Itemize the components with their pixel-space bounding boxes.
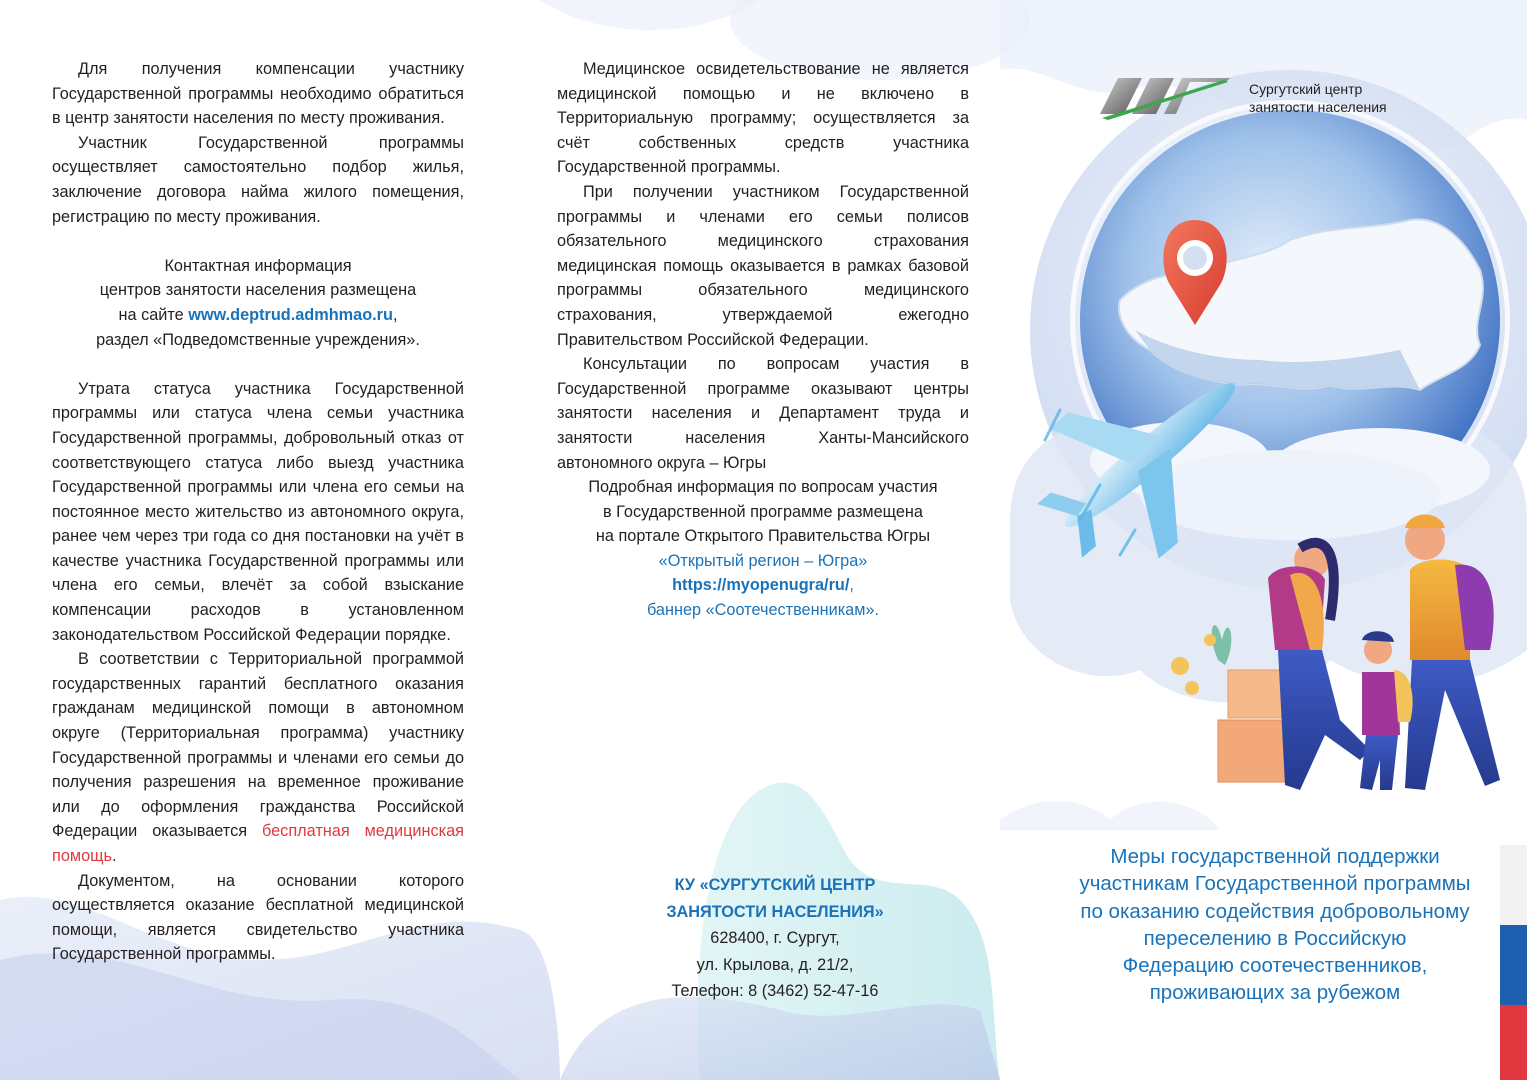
portal-url-link[interactable]: https://myopenugra/ru/ [672,576,850,595]
paragraph-medical-exam: Медицинское освидетельствование не является медицинской помощью и не включено в Территориальную программу; осуществляется за счёт собственных средств участника Государственной программы. [557,60,969,177]
phone-number: Телефон: 8 (3462) 52-47-16 [671,982,879,1001]
territorial-program-text: В соответствии с Территориальной программой государственных гарантий бесплатного оказания гражданам медицинской помощи в автономном округе (Территориальная программа) участнику Государственной программы и членами его семьи до получения разрешения на временное проживание или до оформления гражданства Российской Федерации оказывается [52,650,464,841]
postal-address: 628400, г. Сургут, [710,929,840,948]
portal-url-line [557,573,969,598]
contact-section-line: раздел «Подведомственные учреждения». [96,330,420,349]
territorial-program-end: . [112,847,117,865]
paragraph-insurance: При получении участником Государственной программы и членами его семьи полисов обязательного медицинского страхования медицинская помощь оказывается в рамках базовой программы обязательного медицинского страхования, утверждаемой ежегодно Правительством Российской Федерации. [557,182,969,349]
cover-title-line: Меры государственной поддержки [1110,845,1440,868]
org-name-line2: ЗАНЯТОСТИ НАСЕЛЕНИЯ» [666,902,884,921]
address-block [620,872,930,1005]
portal-url-suffix: , [849,576,854,595]
middle-text-column [557,57,969,623]
logo-icon [1098,74,1232,120]
info-line-3: на портале Открытого Правительства Югры [595,527,931,546]
banner-line: баннер «Соотечественникам». [646,601,879,620]
portal-name: «Открытый регион – Югра» [658,551,868,570]
paragraph-document: Документом, на основании которого осуществляется оказание бесплатной медицинской помощи, является свидетельство участника Государственной программы. [52,871,464,964]
cover-title-line: Федерацию соотечественников, [1122,954,1428,978]
cover-title-line: участникам Государственной программы [1079,872,1471,896]
contact-site-prefix: на сайте [118,305,189,324]
flag-stripe-white [1500,845,1527,925]
contact-site-line [52,303,464,328]
info-line-2: в Государственной программе размещена [603,502,923,521]
info-line-1: Подробная информация по вопросам участия [588,478,938,497]
logo-caption [1249,80,1429,116]
cover-title [1047,843,1503,1007]
deptrud-link[interactable]: www.deptrud.admhmao.ru [188,305,393,324]
paragraph-housing: Участник Государственной программы осуществляет самостоятельно подбор жилья, заключение договора найма жилого помещения, регистрацию по месту проживания. [52,133,464,226]
flag-stripe-blue [1500,925,1527,1005]
logo-caption-line2: занятости населения [1249,99,1387,115]
flag-stripe-red [1500,1005,1527,1080]
contact-site-suffix: , [392,305,398,324]
left-text-column [52,57,464,967]
paragraph-territorial-program [52,647,464,868]
street-address: ул. Крылова, д. 21/2, [696,955,854,974]
paragraph-consultations: Консультации по вопросам участия в Государственной программе оказывают центры занятости населения и Департамент труда и занятости населения Ханты-Мансийского автономного округа – Югры [557,355,969,472]
free-medical-care-highlight: бесплатная медицинская помощь [52,822,464,865]
cover-title-line: переселению в Российскую [1143,926,1407,950]
paragraph-status-loss: Утрата статуса участника Государственной программы или статуса члена семьи участника Государственной программы, добровольный отказ от соответствующего статуса либо выезд участника Государственной программы или члена его семьи на постоянное место жительство из автономного округа, ранее чем через три года со дня постановки на учёт в качестве участника Государственной программы или члена его семьи, влечёт за собой взыскание компенсации расходов в установленном законодательством Российской Федерации порядке. [52,379,464,644]
logo-caption-line1: Сургутский центр [1249,81,1363,97]
paragraph-compensation: Для получения компенсации участнику Государственной программы необходимо обратиться в центр занятости населения по месту проживания. [52,60,464,128]
contact-info-line: центров занятости населения размещена [99,281,417,300]
org-name-line1: КУ «СУРГУТСКИЙ ЦЕНТР [674,876,876,894]
cover-title-line: проживающих за рубежом [1149,981,1401,1005]
cover-title-line: по оказанию содействия добровольному [1080,899,1470,923]
contact-info-heading: Контактная информация [164,256,352,275]
